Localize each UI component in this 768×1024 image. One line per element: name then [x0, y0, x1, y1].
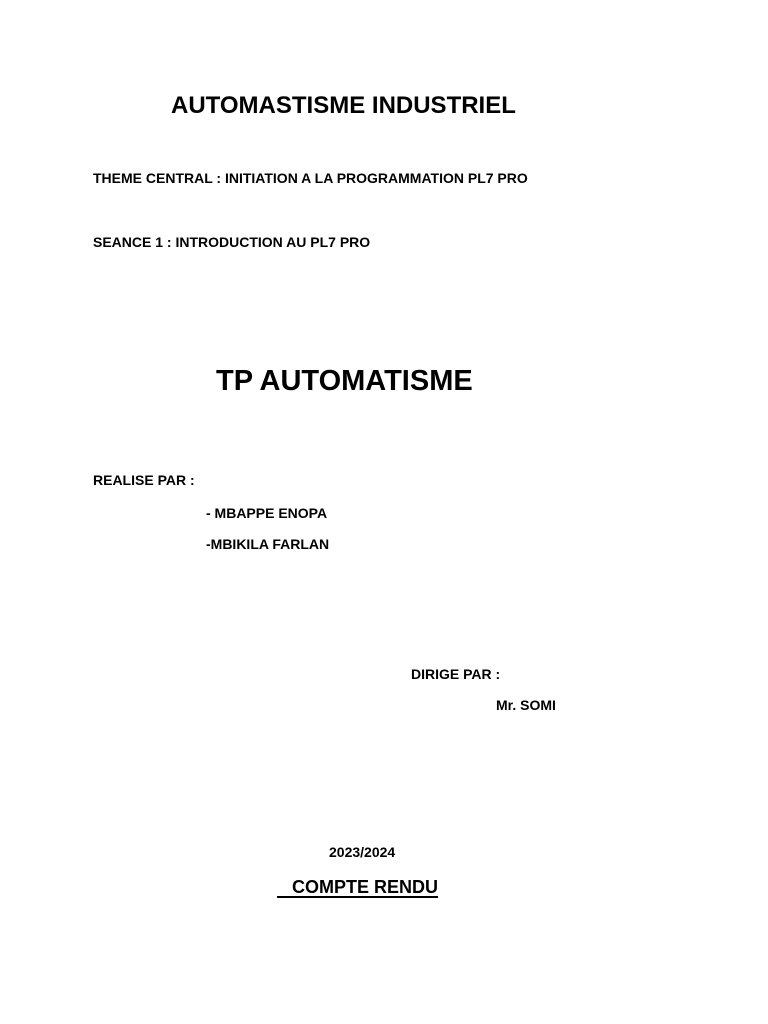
- author-name: -MBIKILA FARLAN: [206, 536, 330, 552]
- document-title: AUTOMASTISME INDUSTRIEL: [171, 92, 516, 119]
- central-theme-line: THEME CENTRAL : INITIATION A LA PROGRAMMATION PL7 PRO: [93, 170, 528, 186]
- academic-year: 2023/2024: [329, 844, 396, 860]
- author-name: - MBAPPE ENOPA: [206, 505, 328, 521]
- report-type-heading: COMPTE RENDU: [277, 877, 439, 897]
- tp-title: TP AUTOMATISME: [216, 365, 473, 397]
- directed-by-label: DIRIGE PAR :: [411, 666, 501, 682]
- realised-by-label: REALISE PAR :: [93, 472, 195, 488]
- supervisor-name: Mr. SOMI: [496, 697, 556, 713]
- session-line: SEANCE 1 : INTRODUCTION AU PL7 PRO: [93, 234, 371, 250]
